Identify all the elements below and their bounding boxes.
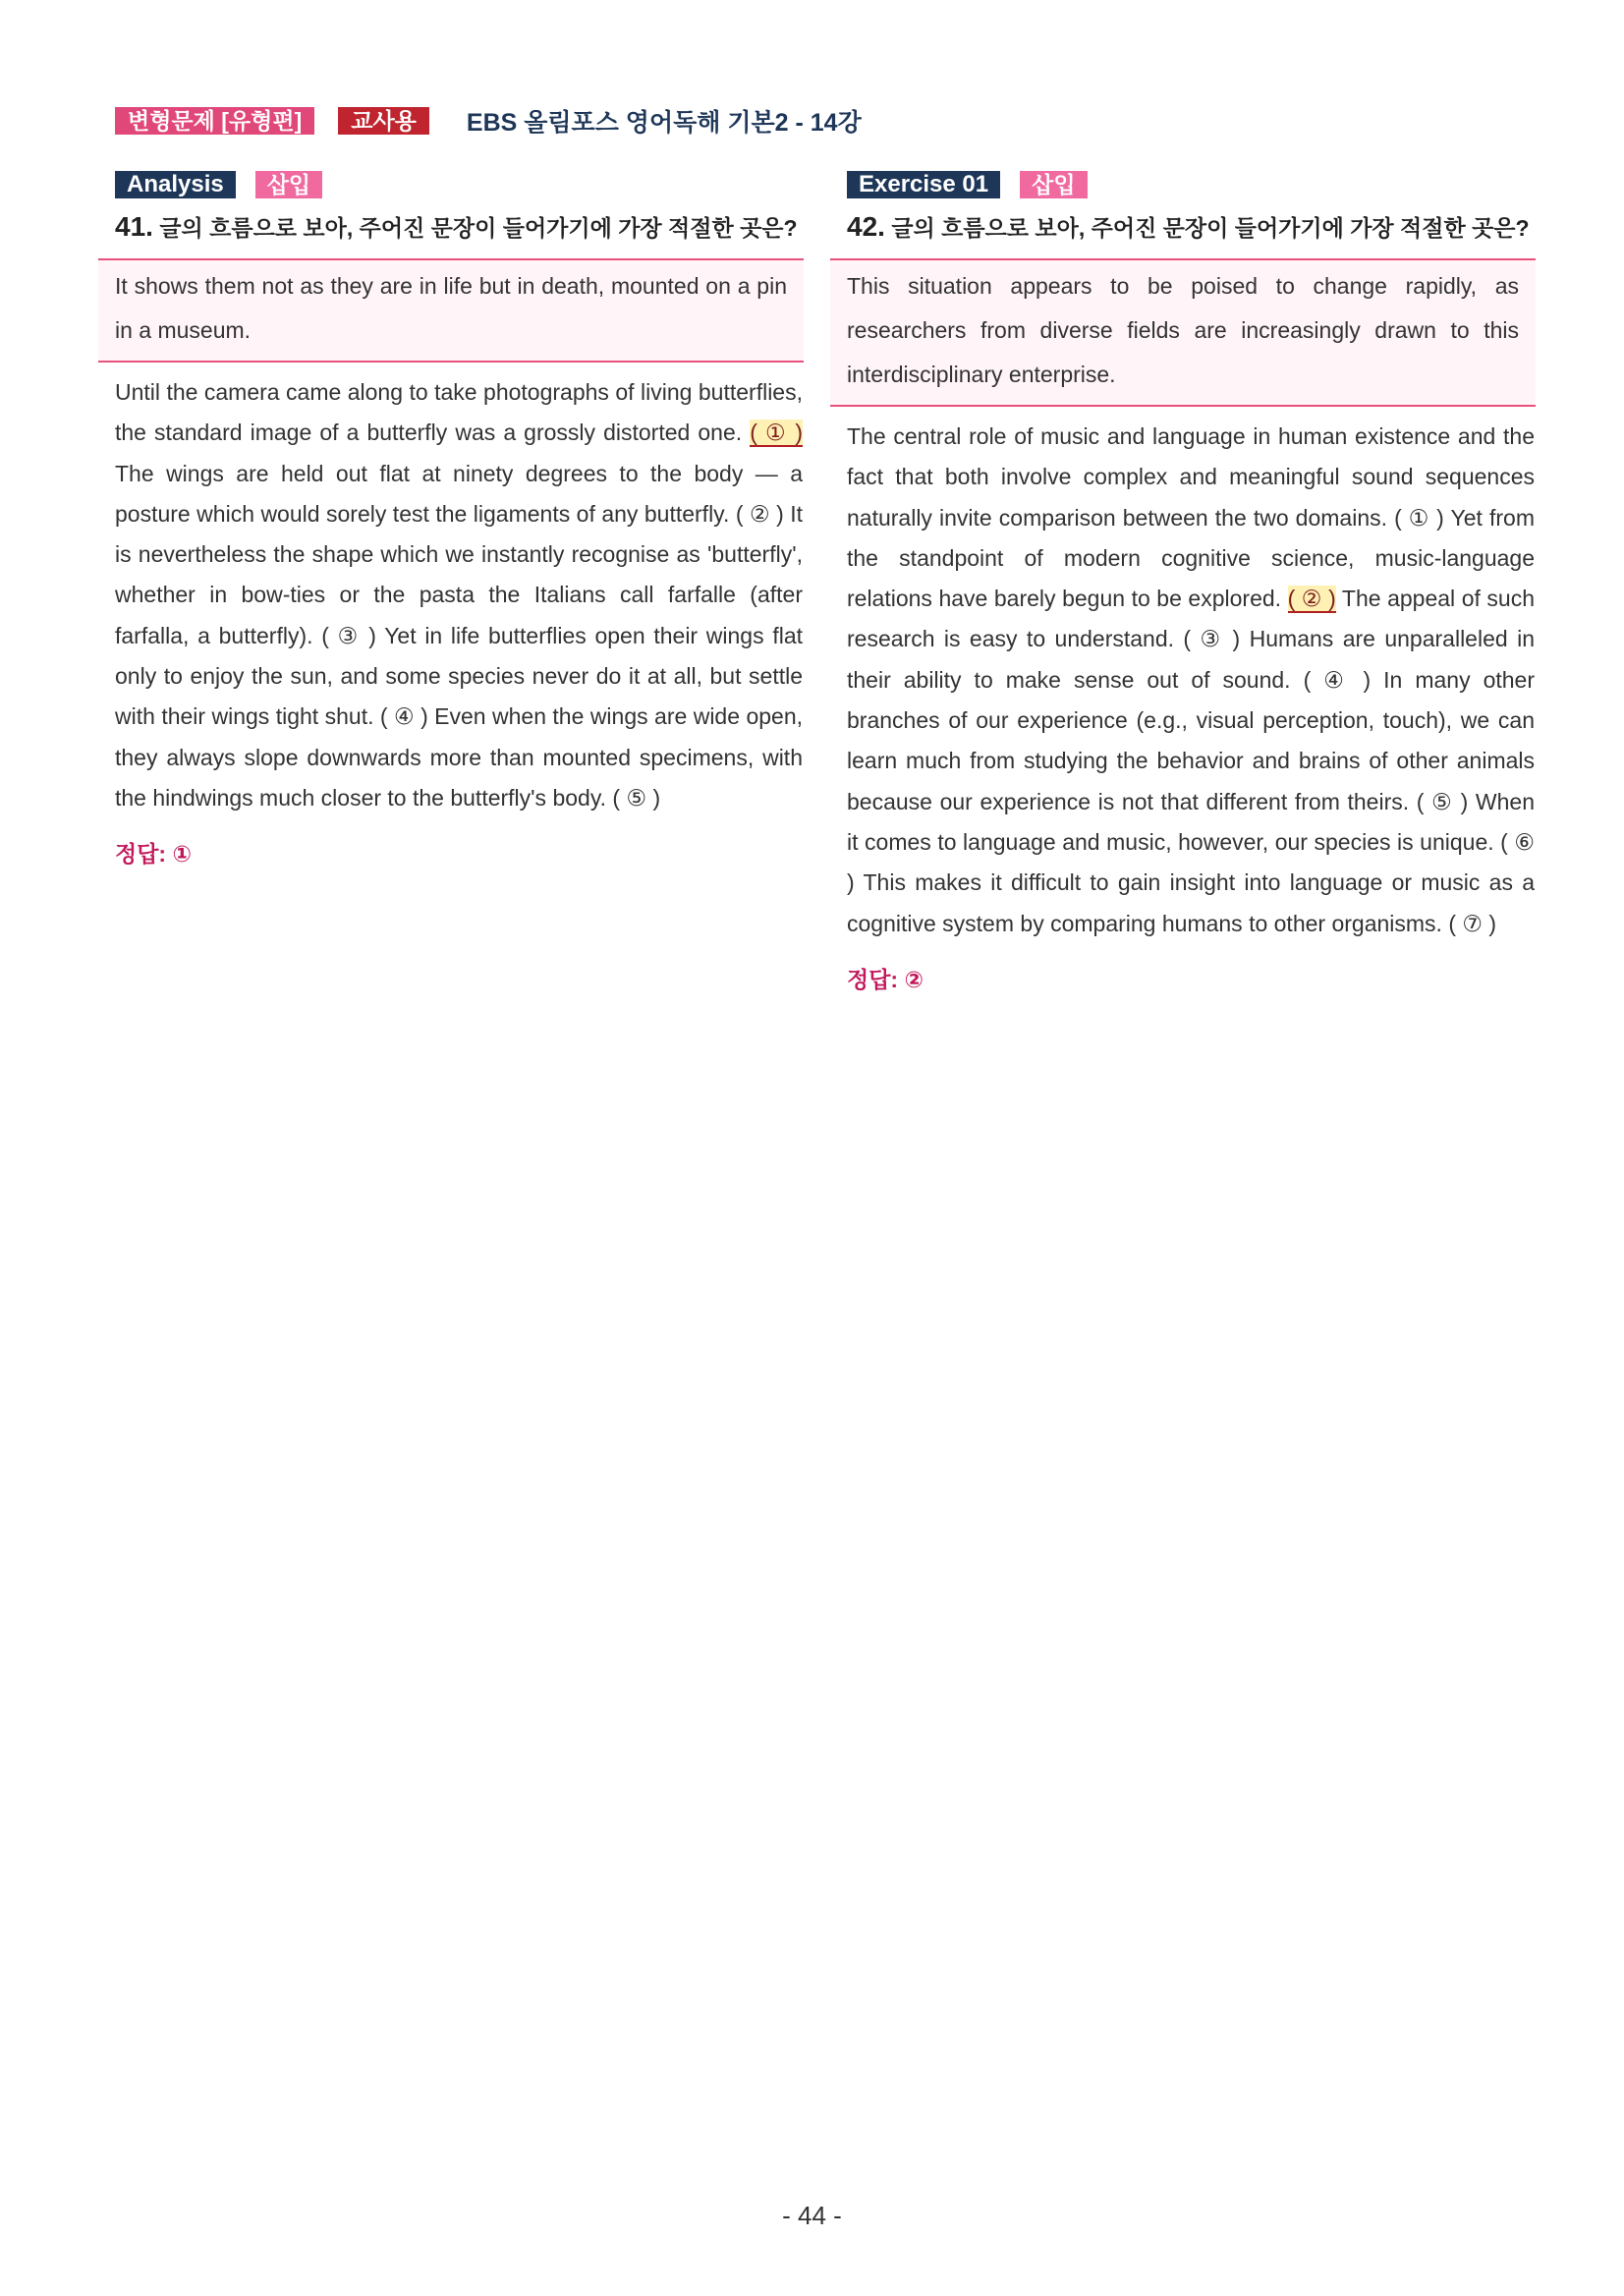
given-sentence-box: This situation appears to be poised to change rapidly, as researchers from diverse fields are increasingly drawn to this interdisciplinary enterprise.	[830, 258, 1536, 407]
type-badge: 삽입	[255, 171, 322, 198]
answer-key: 정답: ①	[115, 841, 192, 868]
section-badge: Exercise 01	[847, 171, 1000, 198]
question-prompt	[115, 208, 803, 247]
passage-part-2: The appeal of such research is easy to understand. ( ③ ) Humans are unparalleled in their ability to make sense out of sound. ( ④ ) In many other branches of our experience (e.g., visual perception, touch), we can learn much from studying the behavior and brains of other animals because our experience is not that different from theirs. ( ⑤ ) When it comes to language and music, however, our species is unique. ( ⑥ ) This makes it difficult to gain insight into language or music as a cognitive system by comparing humans to other organisms. ( ⑦ )	[847, 586, 1536, 936]
question-badges	[847, 171, 1535, 198]
passage-part-1: The central role of music and language in human existence and the fact that both involve complex and meaningful sound sequences naturally invite comparison between the two domains. ( ① ) Yet from the standpoint of modern cognitive science, music-language relations have barely begun to be explored.	[847, 423, 1535, 612]
given-sentence-box: It shows them not as they are in life but in death, mounted on a pin in a museum.	[98, 258, 804, 363]
question-number: 42.	[847, 211, 885, 242]
question-badges	[115, 171, 803, 198]
passage	[847, 417, 1535, 944]
passage-part-2: The wings are held out flat at ninety degrees to the body — a posture which would sorely test the ligaments of any butterfly. ( ② ) It is nevertheless the shape which we instantly recognise as 'butterfly', whether in bow-ties or the pasta the Italians call farfalle (after farfalla, a butterfly). ( ③ ) Yet in life butterflies open their wings flat only to enjoy the sun, and some species never do it at all, but settle with their wings tight shut. ( ④ ) Even when the wings are wide open, they always slope downwards more than mounted specimens, with the hindwings much closer to the butterfly's body. ( ⑤ )	[115, 460, 803, 811]
question-text: 글의 흐름으로 보아, 주어진 문장이 들어가기에 가장 적절한 곳은?	[159, 215, 798, 241]
page-header	[115, 103, 862, 139]
category-tag: 변형문제 [유형편]	[115, 107, 314, 135]
question-41-column	[115, 171, 803, 868]
answer-key: 정답: ②	[847, 966, 924, 992]
question-text: 글의 흐름으로 보아, 주어진 문장이 들어가기에 가장 적절한 곳은?	[891, 215, 1530, 241]
highlighted-answer-mark: ( ① )	[750, 420, 803, 446]
question-42-column	[847, 171, 1535, 994]
teacher-tag: 교사용	[338, 107, 429, 135]
passage-part-1: Until the camera came along to take photographs of living butterflies, the standard image of a butterfly was a grossly distorted one.	[115, 379, 803, 446]
page-number: - 44 -	[782, 2201, 842, 2230]
section-badge: Analysis	[115, 171, 236, 198]
question-number: 41.	[115, 211, 153, 242]
book-title: EBS 올림포스 영어독해 기본2 - 14강	[466, 109, 862, 137]
passage	[115, 372, 803, 818]
question-prompt	[847, 208, 1535, 247]
highlighted-answer-mark: ( ② )	[1287, 586, 1336, 612]
type-badge: 삽입	[1020, 171, 1087, 198]
